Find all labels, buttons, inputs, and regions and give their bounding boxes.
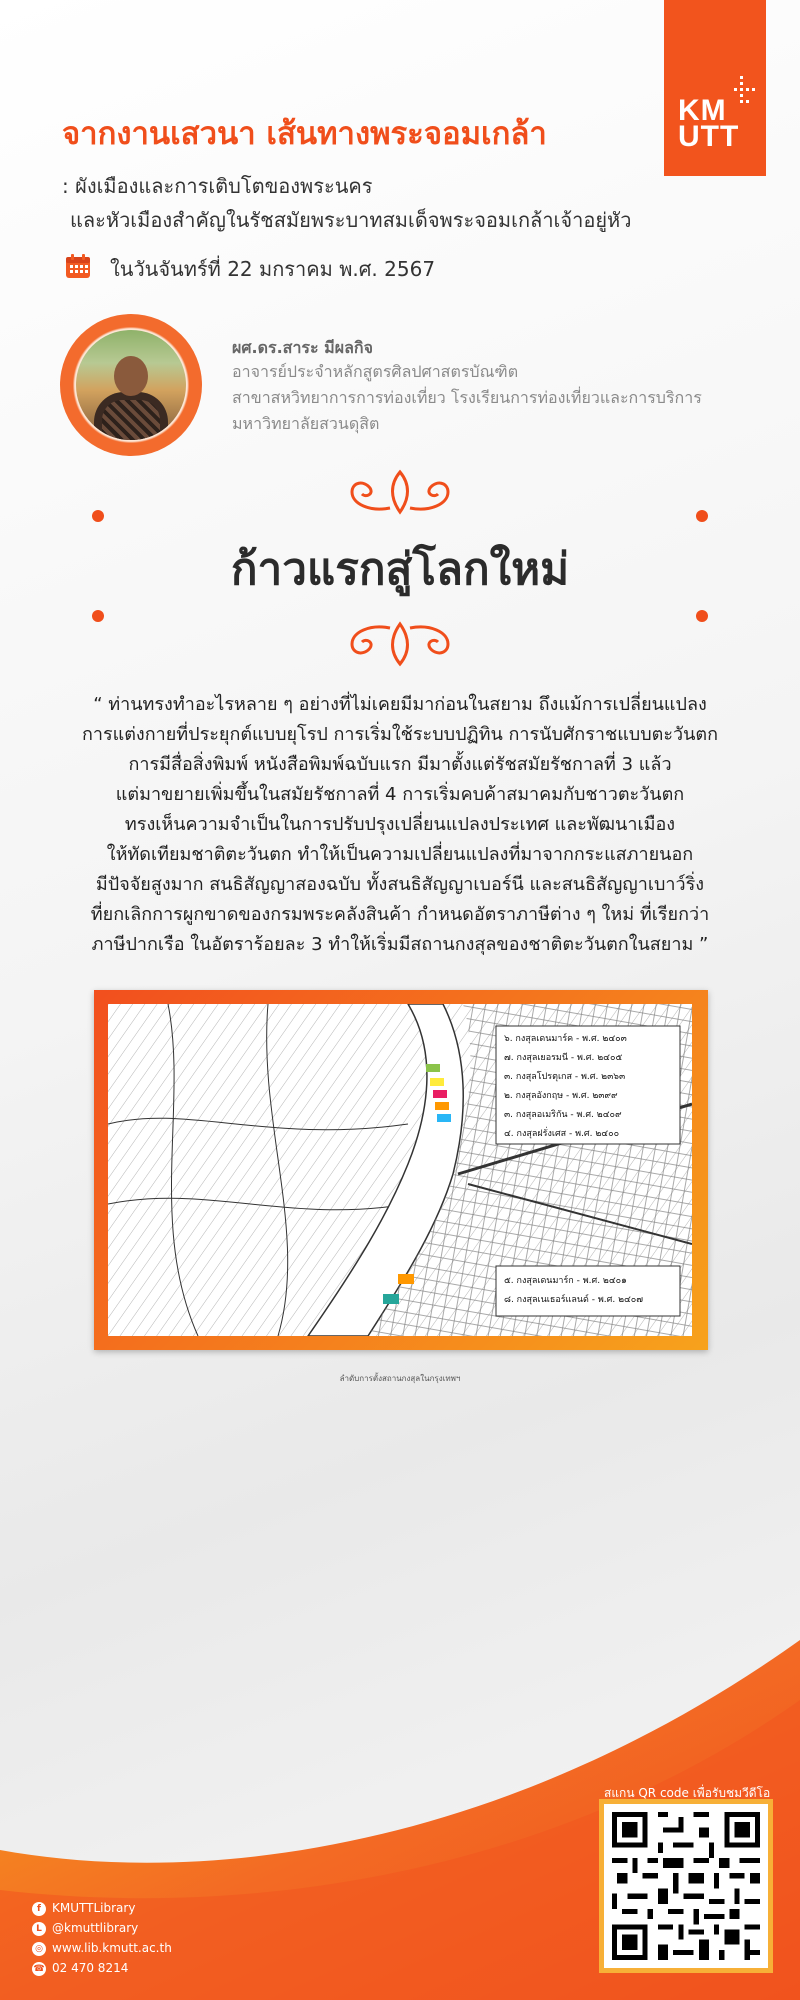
speaker-avatar <box>60 314 202 456</box>
map-legend-bottom <box>504 1272 680 1310</box>
quote-line: มีปัจจัยสูงมาก สนธิสัญญาสองฉบับ ทั้งสนธิสัญญาเบอร์นี และสนธิสัญญาเบาว์ริ่ง <box>95 874 705 895</box>
calendar-icon <box>64 252 92 280</box>
phone-icon: ☎ <box>33 1963 45 1974</box>
quote-line: แต่มาขยายเพิ่มขึ้นในสมัยรัชกาลที่ 4 การเริ่มคบค้าสมาคมกับชาวตะวันตก <box>115 784 685 805</box>
quote-line: ให้ทัดเทียมชาติตะวันตก ทำให้เป็นความเปลี่ยนแปลงที่มาจากกระแสภายนอก <box>106 844 694 865</box>
quote-line: ภาษีปากเรือ ในอัตราร้อยละ 3 ทำให้เริ่มมีสถานกงสุลของชาติตะวันตกในสยาม ” <box>91 934 709 955</box>
map-legend-top <box>504 1030 680 1144</box>
contact-website[interactable] <box>32 1940 172 1956</box>
event-date: ในวันจันทร์ที่ 22 มกราคม พ.ศ. 2567 <box>110 257 436 281</box>
line-icon: L <box>32 1922 46 1936</box>
ornament-divider-bottom <box>90 608 710 668</box>
logo-text-km: KM <box>678 94 727 127</box>
quote-block <box>60 690 740 960</box>
speaker-position-line-1: อาจารย์ประจำหลักสูตรศิลปศาสตรบัณฑิต <box>232 362 519 381</box>
subtitle-line-2: และหัวเมืองสำคัญในรัชสมัยพระบาทสมเด็จพระจอมเกล้าเจ้าอยู่หัว <box>70 208 632 232</box>
quote-line: การแต่งกายที่ประยุกต์แบบยุโรป การเริ่มใช้ระบบปฏิทิน การนับศักราชแบบตะวันตก <box>81 724 719 745</box>
speaker-position-line-2: สาขาสหวิทยาการการท่องเที่ยว โรงเรียนการท่องเที่ยวและการบริการ <box>232 388 702 407</box>
speaker-position-line-3: มหาวิทยาลัยสวนดุสิต <box>232 414 380 433</box>
page-title: จากงานเสวนา เส้นทางพระจอมเกล้า <box>62 116 547 152</box>
subtitle-line-1: : ผังเมืองและการเติบโตของพระนคร <box>62 174 373 198</box>
map-legend-item: ๒. กงสุลอังกฤษ - พ.ศ. ๒๓๙๙ <box>504 1091 618 1101</box>
map-legend-item: ๕. กงสุลเดนมาร์ก - พ.ศ. ๒๔๐๑ <box>504 1276 627 1286</box>
map-legend-item: ๓. กงสุลโปรตุเกส - พ.ศ. ๒๓๖๓ <box>504 1072 626 1082</box>
map-legend-item: ๖. กงสุลเดนมาร์ค - พ.ศ. ๒๔๐๓ <box>504 1034 627 1044</box>
map-legend-item: ๔. กงสุลฝรั่งเศส - พ.ศ. ๒๔๐๐ <box>504 1129 620 1139</box>
ornament-divider-top <box>90 468 710 528</box>
qr-code[interactable] <box>604 1804 768 1968</box>
contact-text: 02 470 8214 <box>52 1961 129 1975</box>
qr-code-icon <box>612 1812 760 1960</box>
quote-line: ที่ยกเลิกการผูกขาดของกรมพระคลังสินค้า กำหนดอัตราภาษีต่าง ๆ ใหม่ ที่เรียกว่า <box>90 904 710 925</box>
consulate-map-frame <box>94 990 708 1350</box>
map-legend-item: ๘. กงสุลเนเธอร์แลนด์ - พ.ศ. ๒๔๐๗ <box>504 1295 644 1305</box>
contact-text: KMUTTLibrary <box>52 1901 136 1915</box>
logo-text-utt: UTT <box>678 120 740 153</box>
map-legend-item: ๗. กงสุลเยอรมนี - พ.ศ. ๒๔๐๕ <box>504 1053 623 1063</box>
map-caption: ลำดับการตั้งสถานกงสุลในกรุงเทพฯ <box>339 1374 461 1383</box>
quote-line: “ ท่านทรงทำอะไรหลาย ๆ อย่างที่ไม่เคยมีมาก่อนในสยาม ถึงแม้การเปลี่ยนแปลง <box>93 694 707 715</box>
qr-label: สแกน QR code เพื่อรับชมวีดีโอ <box>604 1786 771 1800</box>
contact-phone[interactable] <box>32 1960 128 1976</box>
contact-text: www.lib.kmutt.ac.th <box>52 1941 172 1955</box>
quote-line: การมีสื่อสิ่งพิมพ์ หนังสือพิมพ์ฉบับแรก มีมาตั้งแต่รัชสมัยรัชกาลที่ 3 แล้ว <box>128 754 672 775</box>
map-legend-item: ๓. กงสุลอเมริกัน - พ.ศ. ๒๔๐๙ <box>504 1110 622 1120</box>
facebook-icon: f <box>32 1902 46 1916</box>
contact-line[interactable] <box>32 1920 138 1936</box>
speaker-name: ผศ.ดร.สาระ มีผลกิจ <box>232 338 373 357</box>
globe-icon: ◎ <box>32 1942 46 1956</box>
kmutt-logo <box>664 0 766 176</box>
consulate-map <box>108 1004 692 1336</box>
section-heading: ก้าวแรกสู่โลกใหม่ <box>230 544 570 595</box>
contact-text: @kmuttlibrary <box>52 1921 139 1935</box>
quote-line: ทรงเห็นความจำเป็นในการปรับปรุงเปลี่ยนแปลงประเทศ และพัฒนาเมือง <box>124 814 676 835</box>
contact-facebook[interactable] <box>32 1900 135 1916</box>
